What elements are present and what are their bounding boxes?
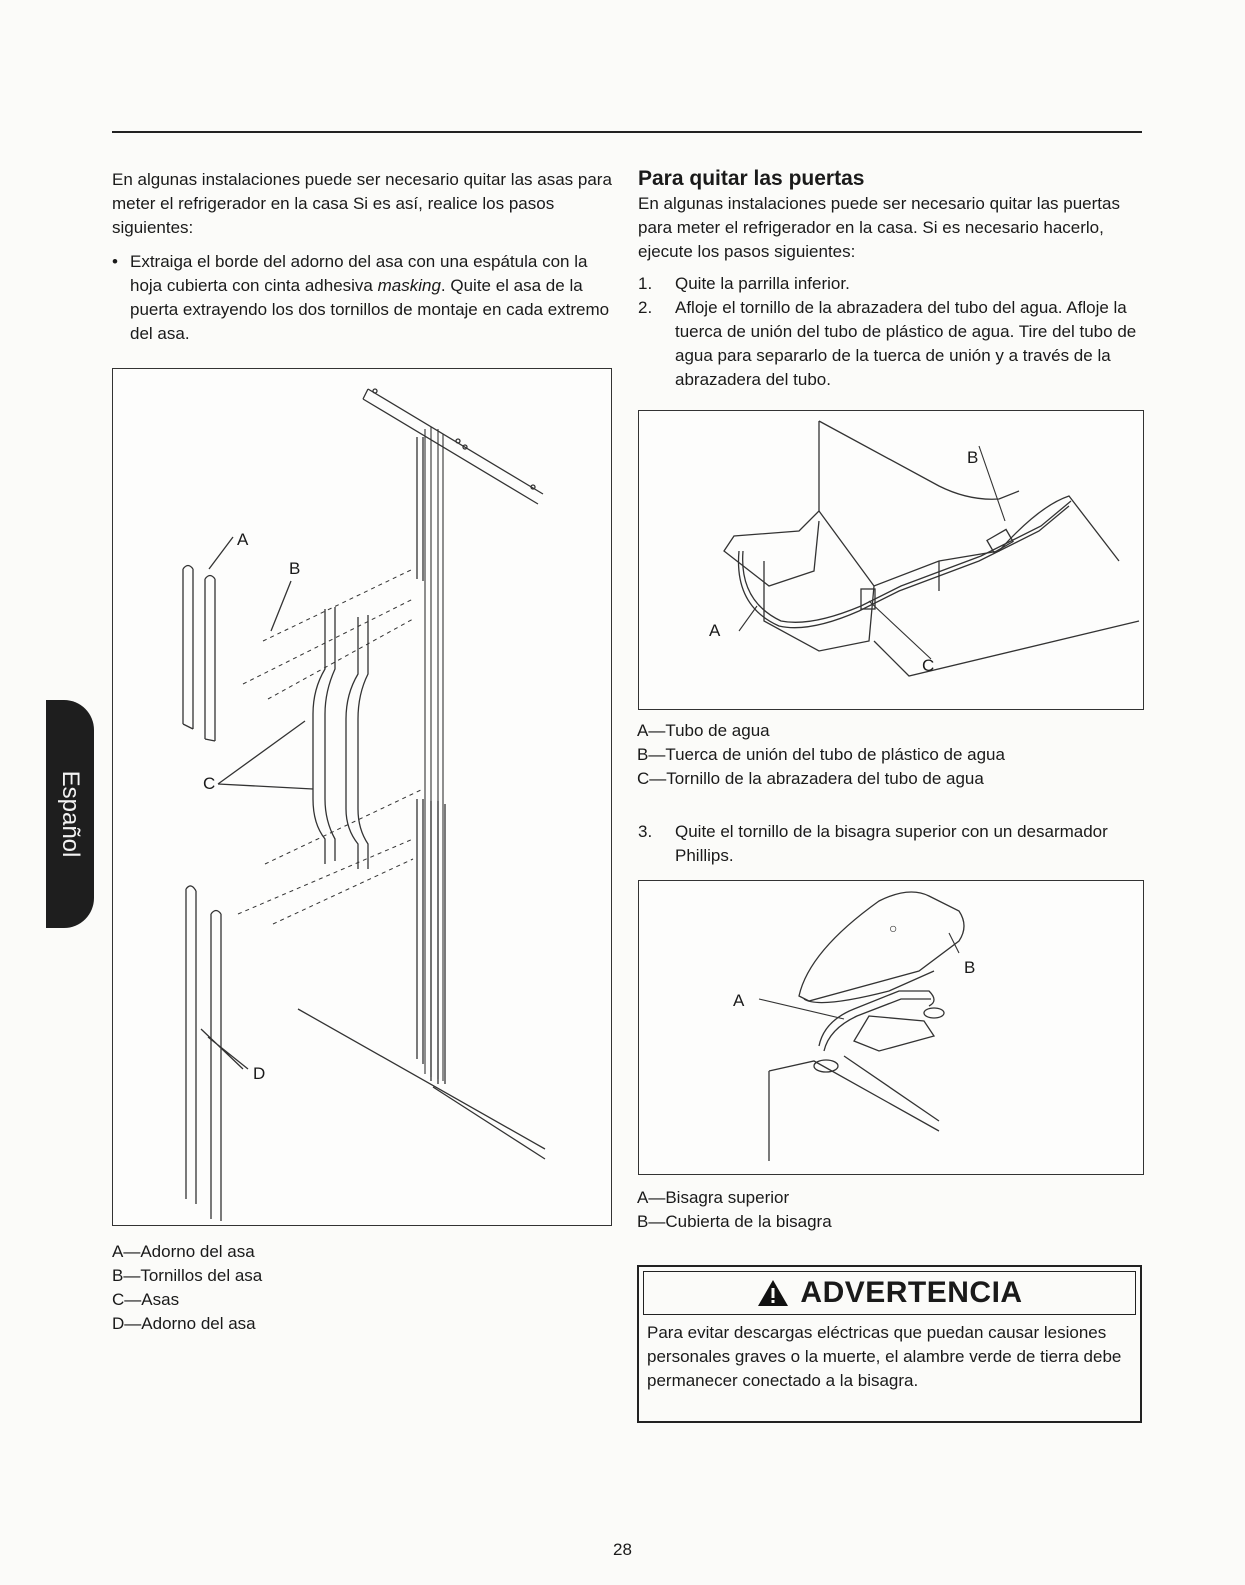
handle-fig-label-c: C xyxy=(203,774,216,793)
hinge-fig-label-b: B xyxy=(964,958,976,977)
handle-fig-label-d: D xyxy=(253,1064,266,1083)
tube-fig-label-c: C xyxy=(922,656,935,675)
step-item: 1. Quite la parrilla inferior. xyxy=(638,274,850,293)
handles-intro: En algunas instalaciones puede ser necesario quitar las asas para meter el refrigerador en la casa Si es así, realice los pasos siguientes: xyxy=(112,170,612,237)
handle-fig-label-a: A xyxy=(237,530,249,549)
legend-item: B—Cubierta de la bisagra xyxy=(637,1212,832,1231)
handle-fig-label-b: B xyxy=(289,559,301,578)
warning-title: ADVERTENCIA xyxy=(800,1276,1023,1309)
legend-item: B—Tornillos del asa xyxy=(112,1266,263,1285)
legend-item: C—Tornillo de la abrazadera del tubo de agua xyxy=(637,769,984,788)
handle-diagram xyxy=(112,368,612,1226)
bullet-text: Extraiga el borde del adorno del asa con una espátula con la hoja cubierta con cinta adhesiva masking. Quite el asa de la puerta extrayendo los dos tornillos de montaje en cada extremo del asa. xyxy=(130,252,610,343)
legend-item: B—Tuerca de unión del tubo de plástico de agua xyxy=(637,745,1005,764)
language-side-tab xyxy=(46,700,94,928)
step-item: 3. Quite el tornillo de la bisagra superior con un desarmador Phillips. xyxy=(638,822,1108,865)
handle-removal-bullet xyxy=(112,250,617,346)
steps-list xyxy=(638,272,1146,392)
tube-fig-label-b: B xyxy=(967,448,979,467)
hinge-screw-mark: ○ xyxy=(889,920,898,936)
handle-legend xyxy=(112,1240,262,1336)
step-3-block xyxy=(638,820,1146,868)
section-heading: Para quitar las puertas xyxy=(638,167,865,190)
water-tube-diagram xyxy=(638,410,1144,710)
right-column xyxy=(638,166,1146,392)
hinge-fig-label-a: A xyxy=(733,991,745,1010)
legend-item: D—Adorno del asa xyxy=(112,1314,256,1333)
warning-body: Para evitar descargas eléctricas que puedan causar lesiones personales graves o la muerte, el alambre verde de tierra debe permanecer conectado a la bisagra. xyxy=(647,1323,1122,1390)
doors-intro: En algunas instalaciones puede ser necesario quitar las puertas para meter el refrigerador en la casa. Si es necesario hacerlo, ejecute los pasos siguientes: xyxy=(638,194,1120,261)
bullet-dot-icon: • xyxy=(112,252,118,271)
page-number: 28 xyxy=(613,1540,632,1559)
hinge-diagram xyxy=(638,880,1144,1175)
warning-box xyxy=(637,1265,1142,1423)
warning-triangle-icon xyxy=(756,1278,790,1308)
warning-header xyxy=(643,1271,1136,1315)
tube-legend xyxy=(637,719,1005,791)
tube-fig-label-a: A xyxy=(709,621,721,640)
legend-item: C—Asas xyxy=(112,1290,180,1309)
left-column xyxy=(112,168,617,346)
step-item: 2. Afloje el tornillo de la abrazadera del tubo del agua. Afloje la tuerca de unión del tubo de plástico de agua. Tire del tubo de agua para separarlo de la tuerca de unión y a través de la abrazadera del tubo. xyxy=(638,298,1137,389)
legend-item: A—Tubo de agua xyxy=(637,721,770,740)
legend-item: A—Adorno del asa xyxy=(112,1242,255,1261)
top-rule xyxy=(112,131,1142,133)
language-tab-label: Español xyxy=(57,770,84,858)
hinge-legend xyxy=(637,1186,832,1234)
legend-item: A—Bisagra superior xyxy=(637,1188,790,1207)
